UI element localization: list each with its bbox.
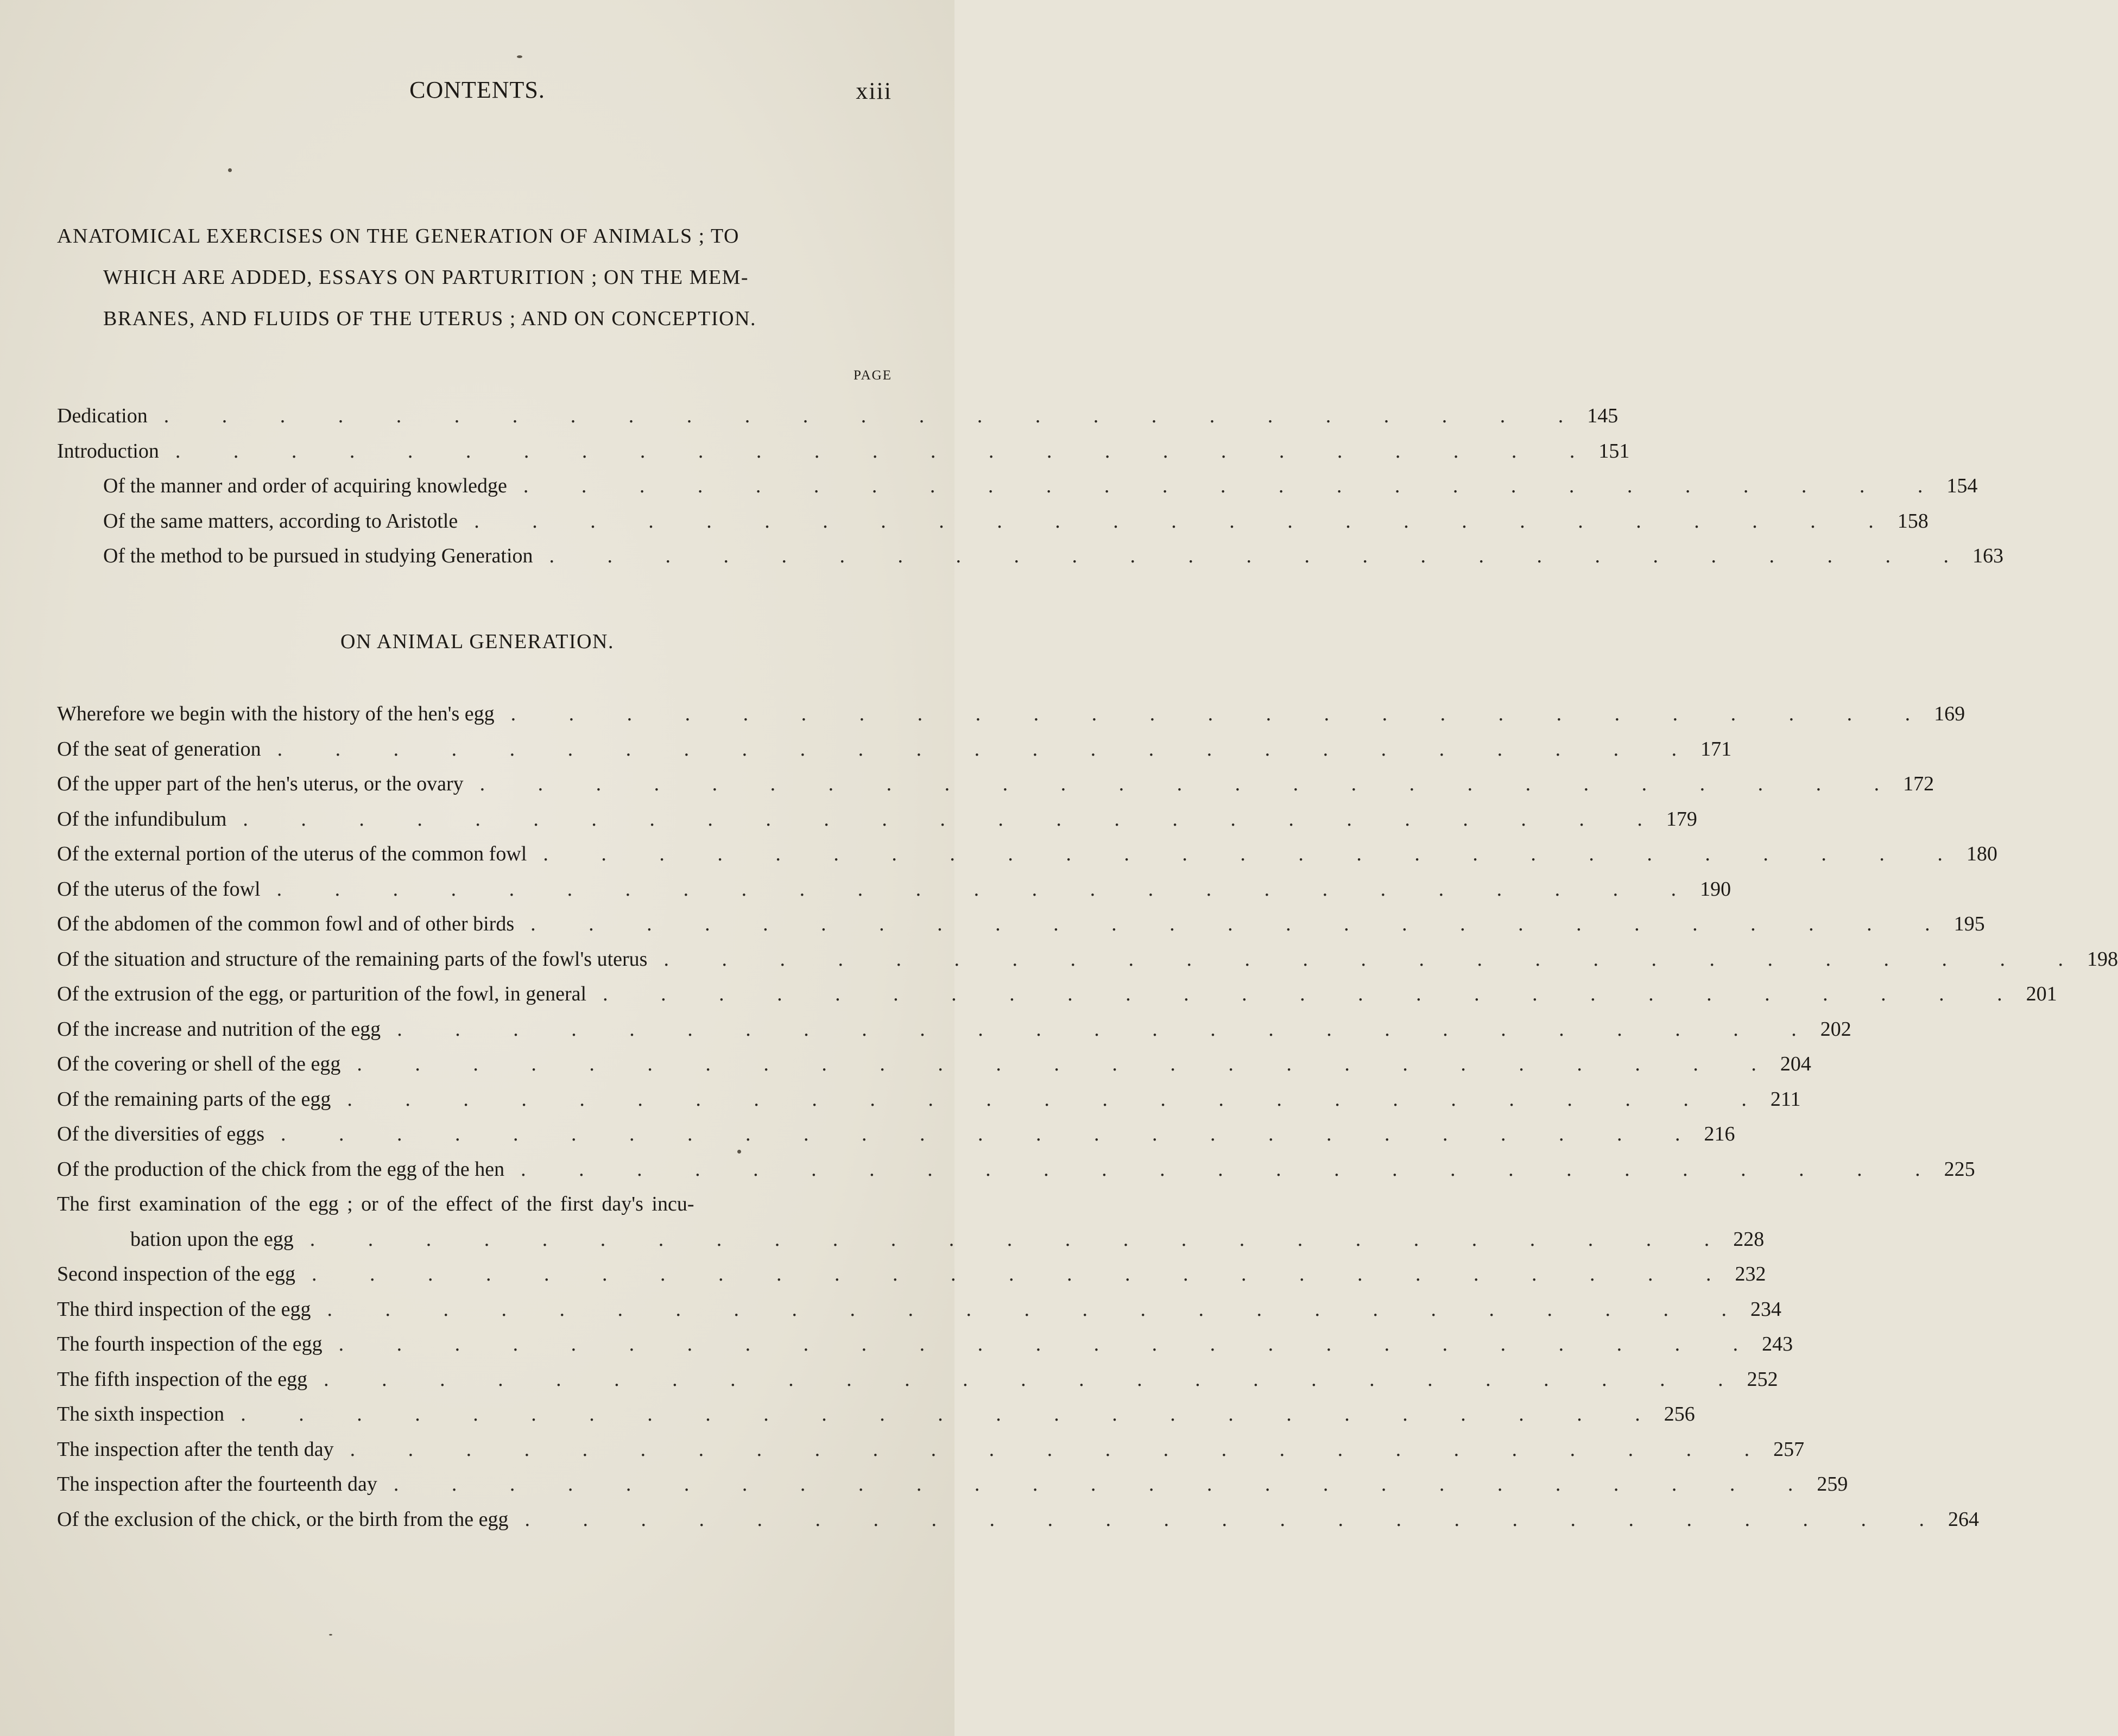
- toc-entry-title: Of the production of the chick from the egg of the hen: [57, 1157, 505, 1181]
- toc-entry-title: Second inspection of the egg: [57, 1263, 296, 1285]
- toc-entry-page: 154: [1946, 474, 1978, 497]
- toc-entry: [57, 538, 2004, 574]
- toc-entry-page: 228: [1733, 1227, 1765, 1251]
- paper-speck: [228, 168, 232, 172]
- toc-entry: [57, 1047, 1811, 1082]
- toc-entry-title: Of the covering or shell of the egg: [57, 1053, 341, 1075]
- toc-entry-title: Of the uterus of the fowl: [57, 877, 261, 901]
- toc-leader-dots: . . . . . . . . . . . . . . . . . . . . . . . . .: [393, 1473, 1817, 1496]
- paper-speck: [737, 1150, 741, 1154]
- toc-entry-continuation: [57, 1222, 1765, 1257]
- running-head: [0, 76, 954, 109]
- toc-entry-page: 259: [1817, 1473, 1848, 1496]
- toc-entry-title: Dedication: [57, 404, 148, 427]
- toc-leader-dots: . . . . . . . . . . . . . . . . . . . . . . . . .: [603, 983, 2026, 1005]
- toc-entry-title: Of the exclusion of the chick, or the birth from the egg: [57, 1507, 509, 1531]
- toc-entry-title: Of the external portion of the uterus of the common fowl: [57, 842, 527, 865]
- toc-leader-dots: . . . . . . . . . . . . . . . . . . . . . . . . .: [175, 439, 1599, 462]
- toc-entry-title: The fifth inspection of the egg: [57, 1367, 308, 1391]
- toc-entry: [57, 1012, 1851, 1047]
- toc-entry-title: Wherefore we begin with the history of the hen's egg: [57, 702, 495, 725]
- toc-entry: [57, 907, 1985, 942]
- toc-leader-dots: . . . . . . . . . . . . . . . . . . . . . . . . .: [324, 1367, 1747, 1391]
- toc-entry: [57, 1467, 1848, 1502]
- toc-entry-title: The third inspection of the egg: [57, 1297, 311, 1321]
- toc-entry-page: 179: [1666, 807, 1697, 831]
- toc-entry-page: 211: [1770, 1087, 1801, 1111]
- toc-entry-page: 234: [1750, 1297, 1781, 1321]
- toc-entry-title: Of the situation and structure of the remaining parts of the fowl's uterus: [57, 947, 648, 971]
- toc-entry-page: 232: [1735, 1263, 1766, 1285]
- toc-entry-title: Of the infundibulum: [57, 807, 227, 831]
- toc-entry: [57, 732, 1732, 767]
- toc-entry-page: 202: [1820, 1017, 1851, 1041]
- section-heading-line-1: ANATOMICAL EXERCISES ON THE GENERATION OF ANIMALS ; TO: [57, 225, 739, 248]
- section-heading-line-3: BRANES, AND FLUIDS OF THE UTERUS ; AND ON CONCEPTION.: [103, 307, 757, 330]
- toc-entry: [57, 468, 1978, 504]
- toc-entry-title: Of the diversities of eggs: [57, 1123, 265, 1145]
- toc-leader-dots: . . . . . . . . . . . . . . . . . . . . . . . . .: [277, 737, 1701, 761]
- toc-entry-page: 198: [2087, 947, 2118, 971]
- section-heading-anatomical-exercises: [57, 216, 893, 339]
- toc-entry-page: 190: [1700, 877, 1731, 901]
- toc-entry: [57, 1117, 1735, 1152]
- toc-entry-page: 151: [1598, 439, 1630, 462]
- toc-leader-dots: . . . . . . . . . . . . . . . . . . . . . . . . .: [163, 404, 1588, 427]
- toc-leader-dots: . . . . . . . . . . . . . . . . . . . . . . . . .: [543, 842, 1967, 865]
- toc-entry-page: 256: [1664, 1403, 1695, 1425]
- toc-leader-dots: . . . . . . . . . . . . . . . . . . . . . . . . .: [510, 702, 1934, 725]
- toc-entry: [57, 696, 1965, 732]
- toc-entry-page: 145: [1587, 404, 1618, 427]
- toc-entry-title: The first examination of the egg ; or of the effect of the first day's incu-: [57, 1193, 694, 1215]
- toc-entry: [57, 766, 1934, 802]
- toc-section-1: [57, 398, 2004, 574]
- toc-leader-dots: . . . . . . . . . . . . . . . . . . . . . . . . .: [347, 1087, 1771, 1111]
- section-heading-line-2: WHICH ARE ADDED, ESSAYS ON PARTURITION ; ON THE MEM-: [103, 266, 749, 289]
- paper-speck: [329, 1634, 332, 1636]
- toc-entry-page: 180: [1966, 842, 1997, 865]
- toc-entry-page: 264: [1948, 1507, 1980, 1531]
- toc-entry: [57, 942, 2118, 977]
- toc-leader-dots: . . . . . . . . . . . . . . . . . . . . . . . . .: [350, 1437, 1774, 1461]
- toc-entry: [57, 1362, 1778, 1397]
- toc-entry: [57, 1292, 1781, 1327]
- toc-leader-dots: . . . . . . . . . . . . . . . . . . . . . . . . .: [523, 474, 1947, 497]
- toc-entry-page: 252: [1747, 1367, 1778, 1391]
- toc-entry-page: 243: [1762, 1333, 1793, 1355]
- toc-entry-page: 171: [1700, 737, 1732, 761]
- toc-entry: [57, 1082, 1801, 1117]
- toc-entry: [57, 1327, 1793, 1362]
- toc-entry-title: Introduction: [57, 439, 159, 462]
- toc-leader-dots: . . . . . . . . . . . . . . . . . . . . . . . . .: [521, 1157, 1944, 1181]
- toc-entry-page: 216: [1704, 1123, 1735, 1145]
- toc-leader-dots: . . . . . . . . . . . . . . . . . . . . . . . . .: [276, 877, 1700, 901]
- toc-entry-page: 257: [1773, 1437, 1805, 1461]
- toc-leader-dots: . . . . . . . . . . . . . . . . . . . . . . . . .: [327, 1297, 1750, 1321]
- toc-entry-page: 201: [2026, 983, 2057, 1005]
- toc-leader-dots: . . . . . . . . . . . . . . . . . . . . . . . . .: [241, 1403, 1664, 1425]
- toc-leader-dots: . . . . . . . . . . . . . . . . . . . . . . . . .: [479, 772, 1904, 795]
- toc-entry-title: Of the same matters, according to Aristotle: [103, 509, 458, 533]
- toc-entry-title: Of the remaining parts of the egg: [57, 1087, 331, 1111]
- toc-entry: [57, 1152, 1975, 1187]
- toc-entry: [57, 504, 1929, 539]
- toc-leader-dots: . . . . . . . . . . . . . . . . . . . . . . . . .: [524, 1507, 1949, 1531]
- toc-entry: [57, 1432, 1805, 1467]
- running-head-page-number: xiii: [856, 78, 892, 104]
- toc-leader-dots: . . . . . . . . . . . . . . . . . . . . . . . . .: [549, 544, 1973, 567]
- toc-leader-dots: . . . . . . . . . . . . . . . . . . . . . . . . .: [338, 1333, 1762, 1355]
- toc-entry: [57, 398, 1618, 434]
- toc-entry-title: The inspection after the fourteenth day: [57, 1473, 377, 1496]
- toc-leader-dots: . . . . . . . . . . . . . . . . . . . . . . . . .: [357, 1053, 1780, 1075]
- toc-entry-title: Of the seat of generation: [57, 737, 261, 761]
- toc-entry: [57, 802, 1697, 837]
- toc-entry-title: The inspection after the tenth day: [57, 1437, 334, 1461]
- toc-entry-page: 169: [1934, 702, 1965, 725]
- toc-entry-title: The fourth inspection of the egg: [57, 1333, 323, 1355]
- toc-leader-dots: . . . . . . . . . . . . . . . . . . . . . . . . .: [474, 509, 1898, 533]
- toc-entry-title: Of the extrusion of the egg, or parturition of the fowl, in general: [57, 983, 587, 1005]
- toc-entry-title: Of the increase and nutrition of the egg: [57, 1017, 381, 1041]
- toc-entry-title-continued: bation upon the egg: [130, 1227, 294, 1251]
- toc-leader-dots: . . . . . . . . . . . . . . . . . . . . . . . . .: [243, 807, 1666, 831]
- toc-entry-page: 225: [1944, 1157, 1975, 1181]
- toc-entry-title: Of the method to be pursued in studying Generation: [103, 544, 533, 567]
- toc-entry: [57, 434, 1630, 469]
- toc-entry-page: 204: [1780, 1053, 1811, 1075]
- toc-entry-title: Of the manner and order of acquiring knowledge: [103, 474, 507, 497]
- toc-entry-title: Of the upper part of the hen's uterus, or the ovary: [57, 772, 464, 795]
- toc-entry-page: 158: [1897, 509, 1929, 533]
- toc-leader-dots: . . . . . . . . . . . . . . . . . . . . . . . . .: [309, 1227, 1734, 1251]
- toc-section-2: [57, 696, 2118, 1537]
- toc-entry-page: 195: [1953, 913, 1985, 935]
- paper-speck: [517, 55, 522, 58]
- toc-leader-dots: . . . . . . . . . . . . . . . . . . . . . . . . .: [281, 1123, 1704, 1145]
- toc-entry: [57, 977, 2057, 1012]
- toc-entry: [57, 872, 1731, 907]
- toc-entry-title: The sixth inspection: [57, 1403, 225, 1425]
- toc-leader-dots: . . . . . . . . . . . . . . . . . . . . . . . . .: [663, 947, 2087, 971]
- toc-entry-page: 172: [1903, 772, 1934, 795]
- section-heading-animal-generation: ON ANIMAL GENERATION.: [340, 630, 614, 653]
- toc-leader-dots: . . . . . . . . . . . . . . . . . . . . . . . . .: [397, 1017, 1820, 1041]
- toc-entry-page: 163: [1972, 544, 2004, 567]
- toc-leader-dots: . . . . . . . . . . . . . . . . . . . . . . . . .: [312, 1263, 1735, 1285]
- toc-entry: [57, 1502, 1980, 1537]
- toc-entry: [57, 1257, 1766, 1292]
- running-head-title: CONTENTS.: [409, 77, 545, 103]
- toc-leader-dots: . . . . . . . . . . . . . . . . . . . . . . . . .: [530, 913, 1954, 935]
- toc-entry: [57, 1397, 1695, 1432]
- page-column-label: PAGE: [853, 368, 892, 383]
- toc-entry: [57, 837, 1997, 872]
- toc-entry-first-line: [57, 1187, 893, 1222]
- toc-entry-title: Of the abdomen of the common fowl and of other birds: [57, 913, 515, 935]
